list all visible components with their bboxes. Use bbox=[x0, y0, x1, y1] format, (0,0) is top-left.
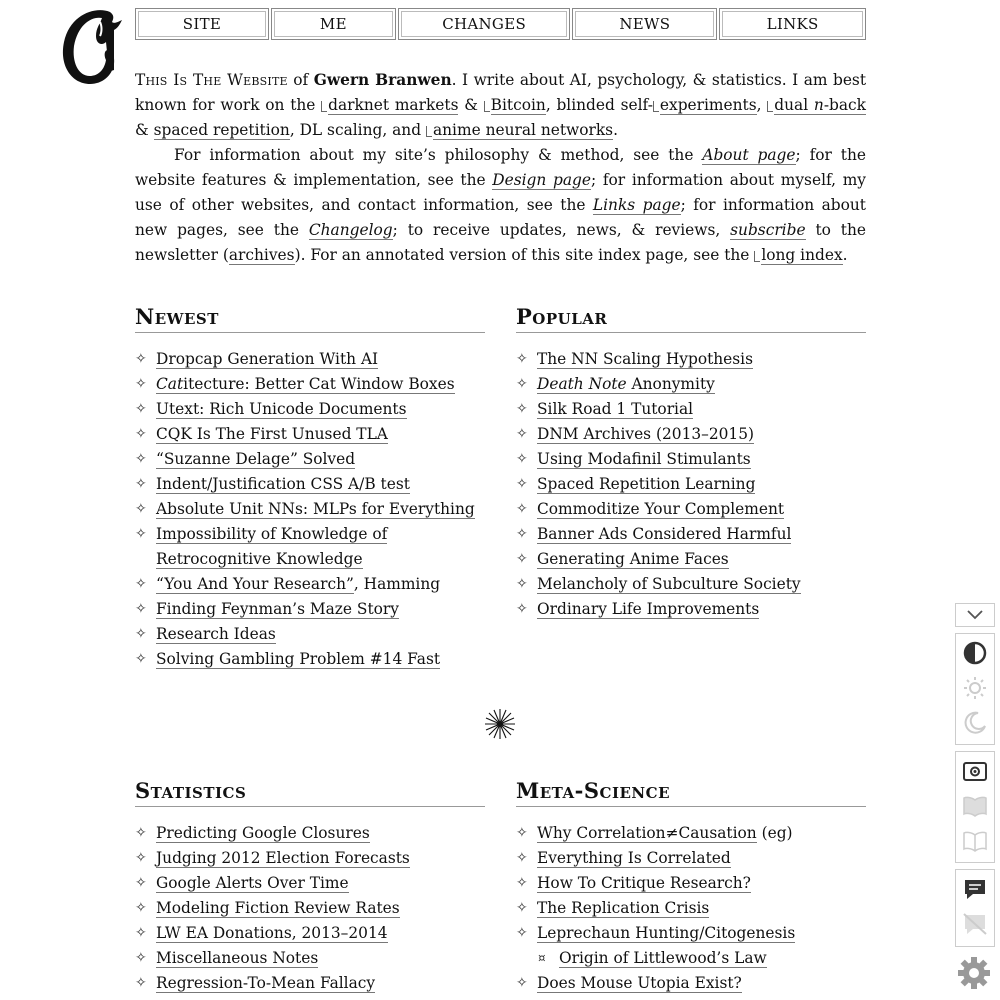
list-item bbox=[516, 896, 866, 921]
star-bullet-icon: ✧ bbox=[135, 451, 147, 467]
death-note-suffix: Anonymity bbox=[626, 375, 715, 393]
list-item bbox=[516, 921, 866, 946]
list-item bbox=[516, 547, 866, 572]
star-bullet-icon: ✧ bbox=[516, 601, 528, 617]
article-link[interactable]: Research Ideas bbox=[156, 625, 276, 643]
collapse-toolbar-button[interactable] bbox=[955, 603, 995, 627]
article-link[interactable]: Dropcap Generation With AI bbox=[156, 350, 379, 368]
comment-icon bbox=[962, 877, 988, 901]
star-bullet-icon: ✧ bbox=[135, 825, 147, 841]
list-item bbox=[135, 921, 485, 946]
reader-mode-off-button[interactable] bbox=[956, 825, 994, 857]
nav-changes[interactable]: CHANGES bbox=[398, 8, 571, 40]
star-bullet-icon: ✧ bbox=[135, 900, 147, 916]
popups-group bbox=[955, 869, 995, 947]
section-heading: Statistics bbox=[135, 778, 485, 807]
link-design-page[interactable]: Design page bbox=[492, 171, 591, 189]
list-item bbox=[135, 647, 485, 672]
dual-n: n bbox=[813, 96, 824, 114]
statistics-section bbox=[135, 778, 485, 996]
star-bullet-icon: ✧ bbox=[135, 626, 147, 642]
star-bullet-icon: ✧ bbox=[516, 576, 528, 592]
annotation-marker-icon bbox=[426, 126, 432, 137]
nav-news[interactable]: NEWS bbox=[572, 8, 717, 40]
info-text: to the newsletter ( bbox=[135, 221, 866, 264]
link-experiments[interactable]: experiments bbox=[659, 96, 757, 114]
star-bullet-icon: ✧ bbox=[516, 401, 528, 417]
list-item bbox=[135, 622, 485, 647]
star-bullet-icon: ✧ bbox=[135, 875, 147, 891]
article-link[interactable]: CQK Is The First Unused TLA bbox=[156, 425, 388, 443]
article-link[interactable]: Generating Anime Faces bbox=[537, 550, 729, 568]
section-heading: Newest bbox=[135, 304, 485, 333]
article-link[interactable]: Melancholy of Subculture Society bbox=[537, 575, 801, 593]
list-item bbox=[516, 572, 866, 597]
list-item bbox=[516, 347, 866, 372]
star-bullet-icon: ✧ bbox=[516, 925, 528, 941]
cat-prefix: Cat bbox=[156, 375, 184, 393]
article-link[interactable]: Impossibility of Knowledge of Retrocognitive Knowledge bbox=[156, 525, 388, 568]
sun-icon bbox=[963, 676, 987, 700]
theme-mode-group bbox=[955, 633, 995, 745]
article-link[interactable]: DNM Archives (2013–2015) bbox=[537, 425, 755, 443]
list-item bbox=[135, 846, 485, 871]
star-bullet-icon: ✧ bbox=[516, 825, 528, 841]
link-links-page[interactable]: Links page bbox=[592, 196, 681, 214]
list-item bbox=[135, 522, 485, 572]
book-outline-icon bbox=[962, 830, 988, 852]
intro-text: & bbox=[135, 121, 154, 139]
intro-paragraph bbox=[135, 68, 866, 143]
star-bullet-icon: ✧ bbox=[135, 401, 147, 417]
intro-text: . bbox=[613, 121, 618, 139]
death-note-title: Death Note bbox=[537, 375, 627, 393]
article-link[interactable]: Absolute Unit NNs: MLPs for Everything bbox=[156, 500, 475, 518]
article-link[interactable]: LW EA Donations, 2013–2014 bbox=[156, 924, 388, 942]
gear-icon bbox=[956, 955, 992, 991]
list-item bbox=[516, 597, 866, 622]
section-heading: Popular bbox=[516, 304, 866, 333]
info-text: ). For an annotated version of this site index page, see the bbox=[294, 246, 755, 264]
star-bullet-icon: ✧ bbox=[135, 526, 147, 542]
article-link[interactable]: Banner Ads Considered Harmful bbox=[537, 525, 792, 543]
article-link[interactable]: Origin of Littlewood’s Law bbox=[559, 949, 767, 967]
article-link[interactable]: Spaced Repetition Learning bbox=[537, 475, 756, 493]
list-item bbox=[135, 372, 485, 397]
list-item bbox=[135, 472, 485, 497]
article-link[interactable]: Everything Is Correlated bbox=[537, 849, 731, 867]
popular-list bbox=[516, 347, 866, 622]
section-heading: Meta-Science bbox=[516, 778, 866, 807]
star-bullet-icon: ✧ bbox=[135, 501, 147, 517]
link-anime-neural-networks[interactable]: anime neural networks bbox=[432, 121, 614, 139]
list-item bbox=[516, 522, 866, 547]
moon-icon bbox=[963, 711, 987, 735]
star-bullet-icon: ✧ bbox=[135, 850, 147, 866]
link-darknet-markets[interactable]: darknet markets bbox=[328, 96, 459, 114]
popular-section bbox=[516, 304, 866, 622]
article-link[interactable]: Miscellaneous Notes bbox=[156, 949, 319, 967]
comment-slash-icon bbox=[962, 912, 988, 936]
list-item bbox=[516, 821, 866, 846]
list-item bbox=[135, 447, 485, 472]
link-spaced-repetition[interactable]: spaced repetition bbox=[153, 121, 290, 139]
popups-off-button[interactable] bbox=[956, 908, 994, 940]
link-about-page[interactable]: About page bbox=[702, 146, 796, 164]
link-changelog[interactable]: Changelog bbox=[308, 221, 393, 239]
star-bullet-icon: ✧ bbox=[516, 975, 528, 991]
star-bullet-icon: ✧ bbox=[516, 451, 528, 467]
intro-text: , bbox=[756, 96, 768, 114]
link-archives[interactable]: archives bbox=[228, 246, 295, 264]
star-bullet-icon: ✧ bbox=[516, 476, 528, 492]
sub-bullet-icon: ¤ bbox=[538, 951, 546, 965]
link-bitcoin[interactable]: Bitcoin bbox=[490, 96, 546, 114]
list-item bbox=[135, 821, 485, 846]
info-paragraph bbox=[135, 143, 866, 268]
list-item-nested bbox=[516, 946, 866, 971]
info-text: ; for information about myself, my use of other websites, and contact information, see the bbox=[135, 171, 866, 214]
statistics-list bbox=[135, 821, 485, 996]
article-link[interactable]: Using Modafinil Stimulants bbox=[537, 450, 751, 468]
book-gear-icon bbox=[962, 759, 988, 783]
star-bullet-icon: ✧ bbox=[135, 376, 147, 392]
article-link[interactable]: Utext: Rich Unicode Documents bbox=[156, 400, 407, 418]
article-link[interactable]: Regression-To-Mean Fallacy bbox=[156, 974, 376, 992]
link-long-index[interactable]: long index bbox=[761, 246, 843, 264]
auto-theme-button[interactable] bbox=[956, 637, 994, 669]
star-bullet-icon: ✧ bbox=[516, 900, 528, 916]
author-suffix: , Hamming bbox=[353, 575, 441, 593]
article-link[interactable]: Google Alerts Over Time bbox=[156, 874, 349, 892]
list-item bbox=[516, 871, 866, 896]
list-item bbox=[135, 497, 485, 522]
star-bullet-icon: ✧ bbox=[135, 476, 147, 492]
author-name: Gwern Branwen bbox=[313, 71, 452, 89]
intro-lead: This Is The Website bbox=[135, 71, 288, 89]
star-bullet-icon: ✧ bbox=[135, 651, 147, 667]
list-item bbox=[516, 447, 866, 472]
list-item bbox=[516, 372, 866, 397]
list-item bbox=[516, 472, 866, 497]
article-link[interactable] bbox=[156, 375, 455, 394]
star-bullet-icon: ✧ bbox=[135, 925, 147, 941]
nav-site[interactable]: SITE bbox=[135, 8, 269, 40]
article-link[interactable]: Leprechaun Hunting/Citogenesis bbox=[537, 924, 796, 942]
dark-theme-button[interactable] bbox=[956, 707, 994, 739]
intro-text: . I write about AI, psychology, & statistics. I am best known for work on the bbox=[135, 71, 867, 114]
list-item bbox=[135, 946, 485, 971]
article-link[interactable]: Commoditize Your Complement bbox=[537, 500, 785, 518]
chevron-down-icon bbox=[965, 609, 985, 621]
star-bullet-icon: ✧ bbox=[135, 601, 147, 617]
popups-on-button[interactable] bbox=[956, 873, 994, 905]
article-link[interactable] bbox=[537, 375, 715, 394]
article-link[interactable]: How To Critique Research? bbox=[537, 874, 751, 892]
annotation-marker-icon bbox=[767, 101, 773, 112]
article-link[interactable]: Judging 2012 Election Forecasts bbox=[156, 849, 410, 867]
article-link[interactable]: Predicting Google Closures bbox=[156, 824, 370, 842]
cat-suffix: itecture: Better Cat Window Boxes bbox=[183, 375, 455, 393]
info-text: ; to receive updates, news, & reviews, bbox=[392, 221, 731, 239]
eg-suffix: (eg) bbox=[756, 824, 793, 842]
dual-suffix: -back bbox=[823, 96, 866, 114]
star-bullet-icon: ✧ bbox=[516, 351, 528, 367]
star-bullet-icon: ✧ bbox=[135, 950, 147, 966]
info-text: . bbox=[842, 246, 848, 264]
star-bullet-icon: ✧ bbox=[135, 975, 147, 991]
auto-reader-mode-button[interactable] bbox=[956, 755, 994, 787]
star-bullet-icon: ✧ bbox=[516, 875, 528, 891]
list-item bbox=[516, 846, 866, 871]
site-logo[interactable] bbox=[56, 6, 126, 88]
list-item bbox=[135, 422, 485, 447]
annotation-marker-icon bbox=[484, 101, 490, 112]
reader-mode-on-button[interactable] bbox=[956, 790, 994, 822]
article-link[interactable]: Does Mouse Utopia Exist? bbox=[537, 974, 742, 992]
metascience-list bbox=[516, 821, 866, 996]
star-bullet-icon: ✧ bbox=[516, 551, 528, 567]
intro-section bbox=[135, 68, 866, 268]
annotation-marker-icon bbox=[321, 101, 327, 112]
star-bullet-icon: ✧ bbox=[516, 426, 528, 442]
info-text: For information about my site’s philosophy & method, see the bbox=[174, 146, 703, 164]
star-bullet-icon: ✧ bbox=[135, 426, 147, 442]
list-item bbox=[135, 871, 485, 896]
metascience-section bbox=[516, 778, 866, 996]
newest-list bbox=[135, 347, 485, 672]
newest-section bbox=[135, 304, 485, 672]
list-item bbox=[516, 971, 866, 996]
dual-prefix: dual bbox=[774, 96, 814, 114]
link-subscribe[interactable]: subscribe bbox=[730, 221, 806, 239]
intro-text: & bbox=[458, 96, 484, 114]
list-item bbox=[516, 422, 866, 447]
article-link[interactable]: Ordinary Life Improvements bbox=[537, 600, 760, 618]
starburst-divider-icon bbox=[484, 708, 516, 740]
contrast-icon bbox=[963, 641, 987, 665]
list-item bbox=[135, 597, 485, 622]
link-dual-n-back[interactable] bbox=[774, 96, 866, 115]
article-link[interactable]: Indent/Justification CSS A/B test bbox=[156, 475, 410, 493]
info-text: ; for information about new pages, see the bbox=[135, 196, 866, 239]
star-bullet-icon: ✧ bbox=[135, 351, 147, 367]
article-link[interactable]: Why Correlation≠Causation bbox=[537, 824, 757, 842]
list-item bbox=[135, 896, 485, 921]
intro-text: , DL scaling, and bbox=[289, 121, 426, 139]
annotation-marker-icon bbox=[754, 251, 760, 262]
intro-text: of bbox=[287, 71, 314, 89]
settings-button[interactable] bbox=[955, 953, 993, 993]
nav-me[interactable]: ME bbox=[271, 8, 396, 40]
article-link[interactable]: “Suzanne Delage” Solved bbox=[156, 450, 356, 468]
article-link[interactable]: “You And Your Research” bbox=[156, 575, 354, 593]
open-book-icon bbox=[962, 795, 988, 817]
article-link[interactable]: The Replication Crisis bbox=[537, 899, 710, 917]
star-bullet-icon: ✧ bbox=[516, 376, 528, 392]
star-bullet-icon: ✧ bbox=[516, 501, 528, 517]
list-item bbox=[135, 347, 485, 372]
list-item bbox=[135, 971, 485, 996]
annotation-marker-icon bbox=[653, 101, 659, 112]
intro-text: , blinded self- bbox=[545, 96, 653, 114]
star-bullet-icon: ✧ bbox=[516, 850, 528, 866]
star-bullet-icon: ✧ bbox=[135, 576, 147, 592]
article-link[interactable]: Finding Feynman’s Maze Story bbox=[156, 600, 399, 618]
list-item bbox=[516, 497, 866, 522]
article-link[interactable]: Modeling Fiction Review Rates bbox=[156, 899, 400, 917]
list-item bbox=[135, 397, 485, 422]
article-link[interactable]: Silk Road 1 Tutorial bbox=[537, 400, 694, 418]
light-theme-button[interactable] bbox=[956, 672, 994, 704]
list-item bbox=[135, 572, 485, 597]
reader-mode-group bbox=[955, 751, 995, 863]
top-nav bbox=[135, 8, 866, 40]
list-item bbox=[516, 397, 866, 422]
article-link[interactable]: Solving Gambling Problem #14 Fast bbox=[156, 650, 441, 668]
nav-links[interactable]: LINKS bbox=[719, 8, 866, 40]
info-text: ; for the website features & implementation, see the bbox=[135, 146, 866, 189]
article-link[interactable]: The NN Scaling Hypothesis bbox=[537, 350, 754, 368]
star-bullet-icon: ✧ bbox=[516, 526, 528, 542]
